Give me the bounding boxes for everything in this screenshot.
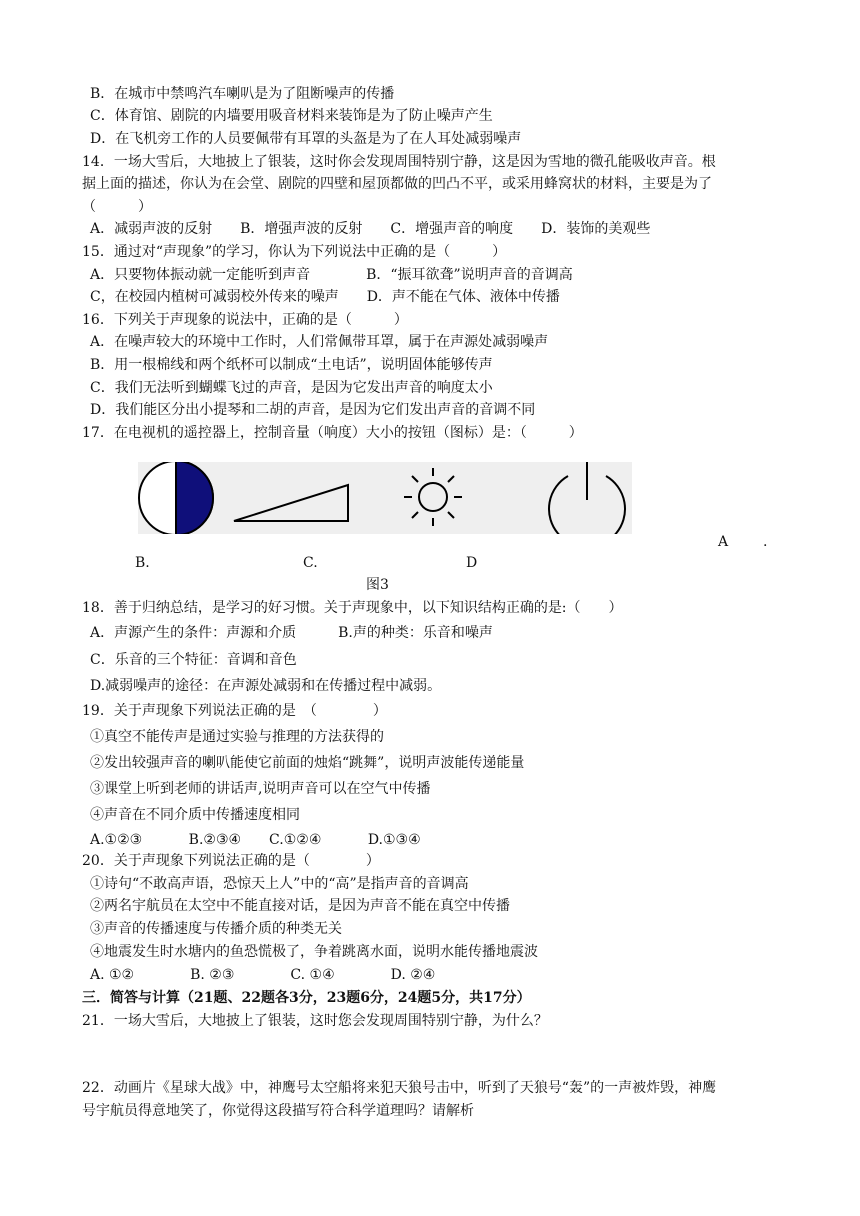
q20-item-2: ②两名宇航员在太空中不能直接对话，是因为声音不能在真空中传播: [90, 898, 510, 914]
q19-stem: 19．关于声现象下列说法正确的是 （ ）: [82, 703, 387, 719]
q15-options-ab: A．只要物体振动就一定能听到声音 B．“振耳欲聋”说明声音的音调高: [90, 267, 573, 283]
figure-caption: 图3: [366, 577, 389, 593]
q13-option-c: C．体育馆、剧院的内墙要用吸音材料来装饰是为了防止噪声产生: [90, 108, 493, 124]
q13-option-b: B．在城市中禁鸣汽车喇叭是为了阻断噪声的传播: [90, 86, 395, 102]
q22-stem-line1: 22．动画片《星球大战》中，神鹰号太空船将来犯天狼号击中，听到了天狼号“轰”的一声被炸毁，神鹰: [82, 1080, 717, 1096]
q14-stem-line2: 据上面的描述，你认为在会堂、剧院的四壁和屋顶都做的凹凸不平，或采用蜂窝状的材料，主要是为了: [82, 176, 712, 192]
q14-answer-blank: （ ）: [82, 199, 152, 215]
q22-stem-line2: 号宇航员得意地笑了，你觉得这段描写符合科学道理吗？请解析: [82, 1103, 474, 1119]
q18-option-c: C．乐音的三个特征：音调和音色: [90, 652, 297, 668]
q16-option-b: B．用一根棉线和两个纸杯可以制成“土电话”，说明固体能够传声: [90, 357, 493, 373]
q16-stem: 16．下列关于声现象的说法中，正确的是（ ）: [82, 312, 408, 328]
q20-options: A. ①② B. ②③ C. ①④ D. ②④: [90, 967, 436, 983]
q13-option-d: D．在飞机旁工作的人员要佩带有耳罩的头盔是为了在人耳处减弱噪声: [90, 131, 522, 147]
q14-stem-line1: 14．一场大雪后，大地披上了银装，这时你会发现周围特别宁静，这是因为雪地的微孔能吸收声音。根: [82, 154, 716, 170]
q14-options: A．减弱声波的反射 B．增强声波的反射 C．增强声音的响度 D．装饰的美观些: [90, 221, 651, 237]
q15-options-cd: C，在校园内植树可减弱校外传来的噪声 D．声不能在气体、液体中传播: [90, 289, 560, 305]
q16-option-d: D．我们能区分出小提琴和二胡的声音，是因为它们发出声音的音调不同: [90, 402, 536, 418]
half-filled-circle-icon: [139, 462, 213, 534]
sun-brightness-icon: [404, 468, 462, 526]
q18-option-d: D.减弱噪声的途径：在声源处减弱和在传播过程中减弱。: [90, 678, 442, 694]
volume-triangle-icon: [234, 485, 348, 521]
q21-stem: 21．一场大雪后，大地披上了银装，这时您会发现周围特别宁静，为什么？: [82, 1013, 548, 1029]
figure-label-d: D: [466, 555, 478, 571]
q20-item-3: ③声音的传播速度与传播介质的种类无关: [90, 921, 342, 937]
figure-label-b: B.: [135, 555, 150, 571]
q19-item-3: ③课堂上听到老师的讲话声,说明声音可以在空气中传播: [90, 781, 431, 797]
q17-stem: 17．在电视机的遥控器上，控制音量（响度）大小的按钮（图标）是：（ ）: [82, 425, 583, 441]
q16-option-c: C．我们无法听到蝴蝶飞过的声音，是因为它发出声音的响度太小: [90, 380, 493, 396]
section-3-heading: 三．简答与计算（21题、22题各3分，23题6分，24题5分，共17分）: [82, 990, 531, 1006]
figure-label-a: A: [718, 534, 729, 550]
q19-item-1: ①真空不能传声是通过实验与推理的方法获得的: [90, 729, 384, 745]
q19-item-4: ④声音在不同介质中传播速度相同: [90, 807, 300, 823]
q19-options: A.①②③ B.②③④ C.①②④ D.①③④: [90, 832, 421, 848]
figure-3-icons: [138, 462, 632, 534]
q18-options-ab: A．声源产生的条件：声源和介质 B.声的种类：乐音和噪声: [90, 625, 493, 641]
q18-stem: 18．善于归纳总结，是学习的好习惯。关于声现象中，以下知识结构正确的是:（ ）: [82, 600, 623, 616]
q16-option-a: A．在噪声较大的环境中工作时，人们常佩带耳罩，属于在声源处减弱噪声: [90, 334, 549, 350]
figure-label-a-dot: .: [763, 534, 768, 550]
q15-stem: 15．通过对“声现象”的学习，你认为下列说法中正确的是（ ）: [82, 244, 507, 260]
q20-item-4: ④地震发生时水塘内的鱼恐慌极了，争着跳离水面，说明水能传播地震波: [90, 944, 538, 960]
figure-label-c: C.: [303, 555, 318, 571]
power-icon: [549, 462, 625, 534]
q20-stem: 20．关于声现象下列说法正确的是（ ）: [82, 853, 380, 869]
q20-item-1: ①诗句“不敢高声语，恐惊天上人”中的“高”是指声音的音调高: [90, 876, 469, 892]
q19-item-2: ②发出较强声音的喇叭能使它前面的烛焰“跳舞”，说明声波能传递能量: [90, 755, 525, 771]
